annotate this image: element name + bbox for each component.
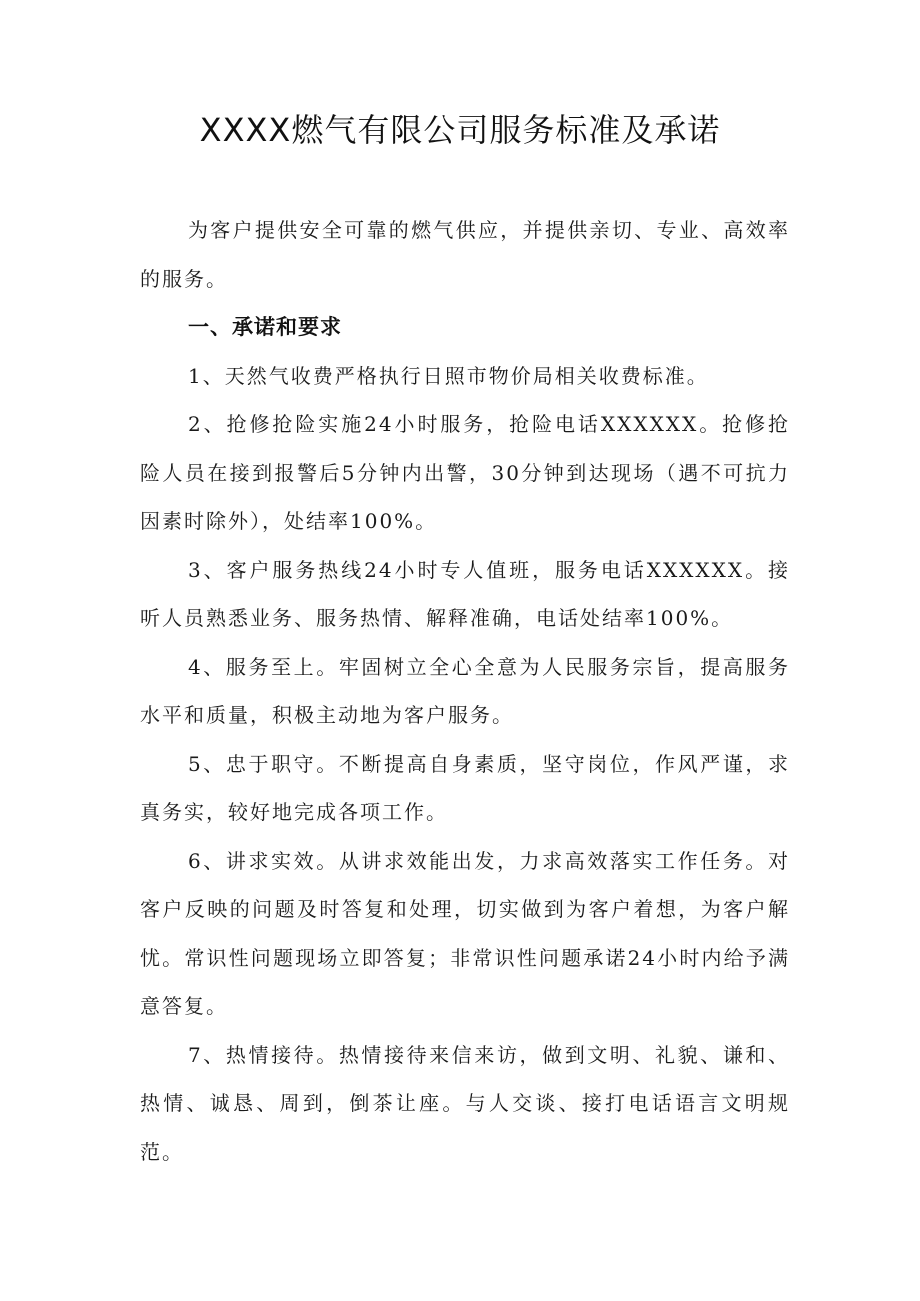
commitment-item-4: 4、服务至上。牢固树立全心全意为人民服务宗旨，提高服务水平和质量，积极主动地为客户服务。 [140, 654, 790, 727]
commitment-item-2: 2、抢修抢险实施24小时服务，抢险电话XXXXXX。抢修抢险人员在接到报警后5分钟内出警，30分钟到达现场（遇不可抗力因素时除外），处结率100%。 [140, 412, 790, 533]
commitment-item-1: 1、天然气收费严格执行日照市物价局相关收费标准。 [188, 363, 709, 388]
section-heading: 一、承诺和要求 [188, 315, 342, 339]
document-title: XXXX燃气有限公司服务标准及承诺 [199, 111, 721, 149]
commitment-item-7: 7、热情接待。热情接待来信来访，做到文明、礼貌、谦和、热情、诚恳、周到，倒茶让座。与人交谈、接打电话语言文明规范。 [140, 1042, 790, 1164]
commitment-item-6: 6、讲求实效。从讲求效能出发，力求高效落实工作任务。对客户反映的问题及时答复和处理，切实做到为客户着想，为客户解忧。常识性问题现场立即答复；非常识性问题承诺24小时内给予满意答复。 [140, 848, 790, 1018]
intro-paragraph: 为客户提供安全可靠的燃气供应，并提供亲切、专业、高效率的服务。 [140, 218, 790, 291]
commitment-item-3: 3、客户服务热线24小时专人值班，服务电话XXXXXX。接听人员熟悉业务、服务热情、解释准确，电话处结率100%。 [140, 557, 790, 630]
commitment-item-5: 5、忠于职守。不断提高自身素质，坚守岗位，作风严谨，求真务实，较好地完成各项工作。 [140, 751, 790, 824]
document-body [140, 206, 790, 1176]
